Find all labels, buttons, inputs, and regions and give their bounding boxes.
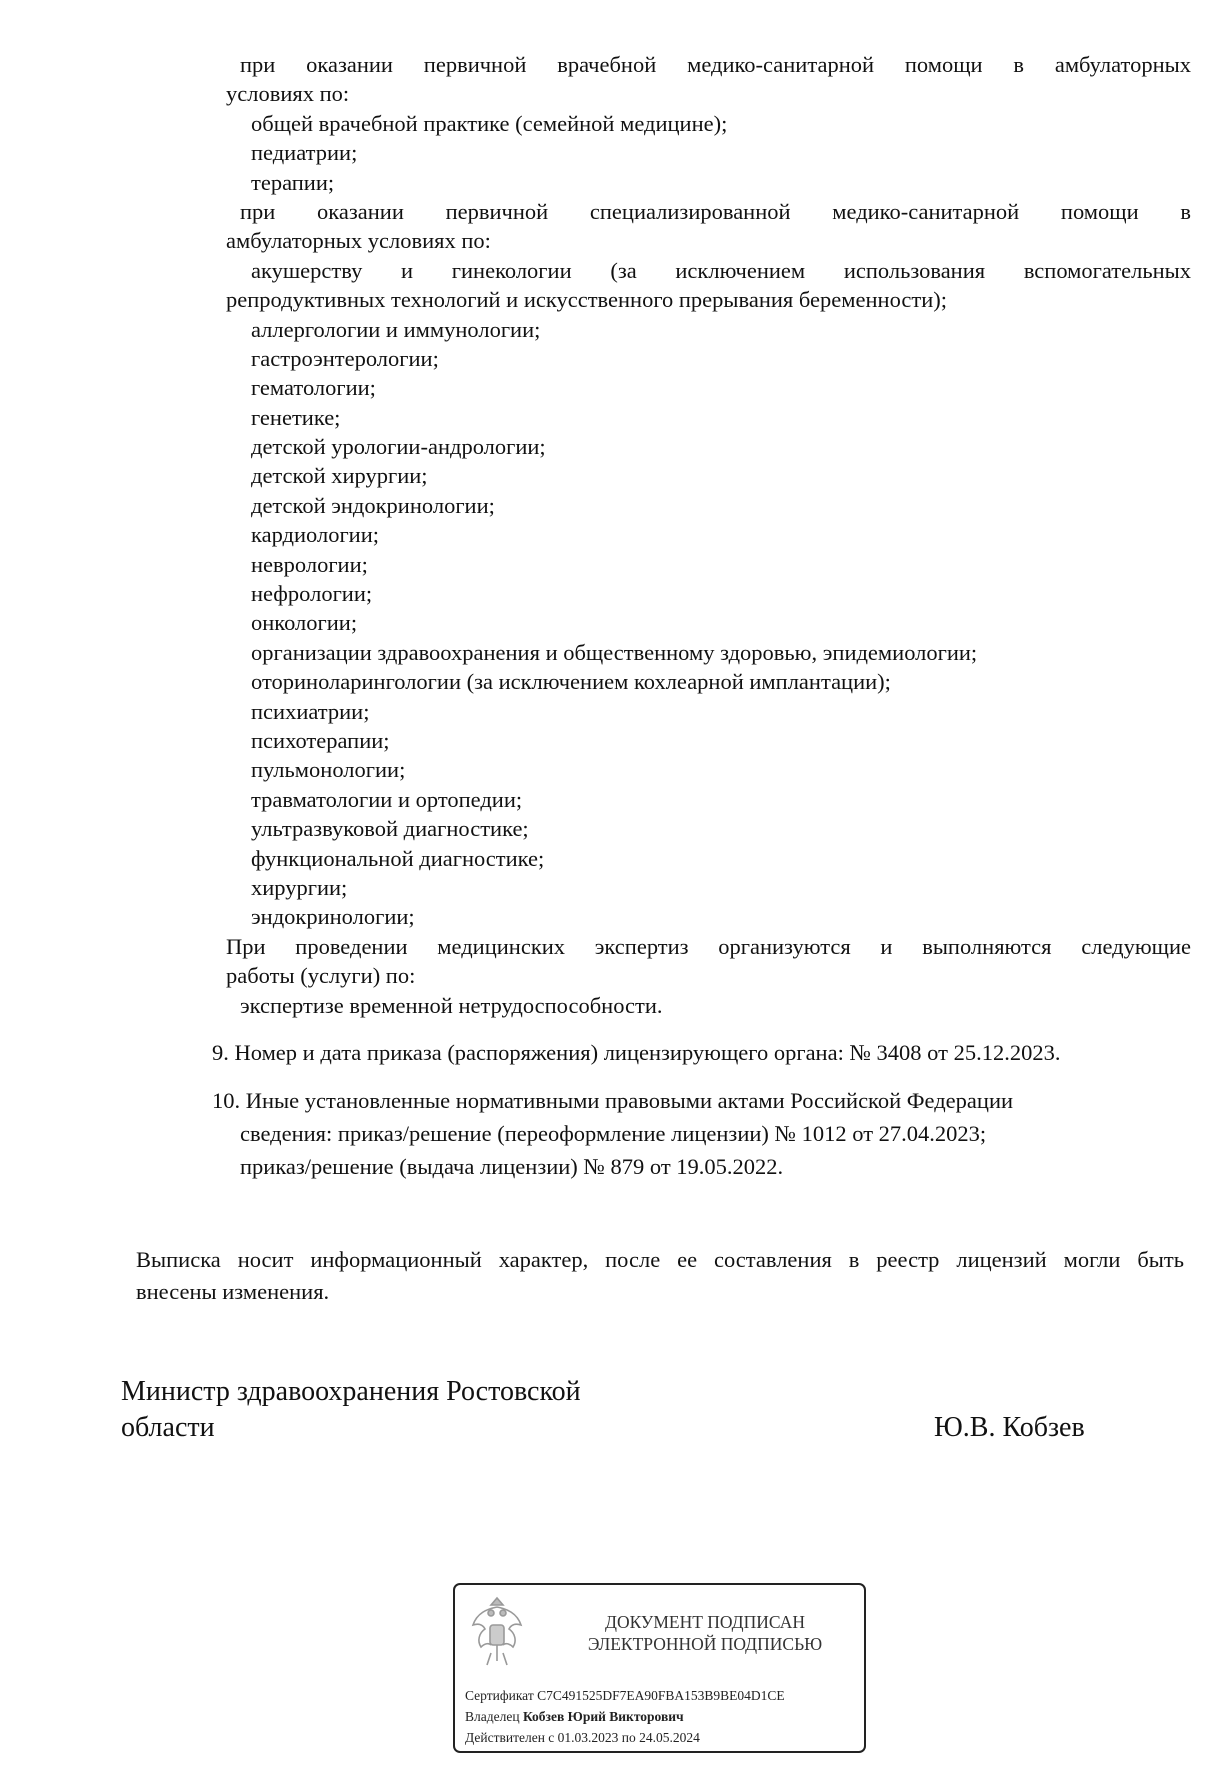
body-line: экспертизе временной нетрудоспособности. [240,992,663,1018]
license-activities-list [226,50,1191,1020]
body-line: генетике; [251,404,341,430]
item-9-text: 9. Номер и дата приказа (распоряжения) лицензирующего органа: № 3408 от 25.12.2023. [212,1040,1061,1065]
body-line: неврологии; [251,551,368,577]
owner-label: Владелец [465,1709,520,1724]
body-line: организации здравоохранения и общественному здоровью, эпидемиологии; [251,639,978,665]
body-line: психотерапии; [251,727,390,753]
note-line: внесены изменения. [136,1279,330,1304]
owner-value: Кобзев Юрий Викторович [522,1709,684,1724]
body-line: педиатрии; [251,140,358,166]
body-line: нефрологии; [251,581,373,607]
owner-line [465,1706,785,1727]
item-9 [212,1036,1060,1069]
coat-of-arms-icon [469,1595,525,1671]
body-line: гастроэнтерологии; [251,345,439,371]
certificate-value: C7C491525DF7EA90FBA153B9BE04D1CE [537,1688,785,1703]
body-line: кардиологии; [251,522,380,548]
body-line: психиатрии; [251,698,370,724]
body-line: при оказании первичной специализированной медико-санитарной помощи в [240,198,1191,224]
item-10-line: 10. Иные установленные нормативными правовыми актами Российской Федерации [212,1088,1014,1113]
body-line: онкологии; [251,610,358,636]
body-line: амбулаторных условиях по: [226,228,491,254]
certificate-line [465,1685,785,1706]
body-line: общей врачебной практике (семейной медицине); [251,110,728,136]
stamp-title-line: ЭЛЕКТРОННОЙ ПОДПИСЬЮ [587,1634,823,1654]
electronic-signature-stamp [453,1583,866,1753]
item-10-line: сведения: приказ/решение (переоформление лицензии) № 1012 от 27.04.2023; [240,1121,987,1146]
body-line: при оказании первичной врачебной медико-санитарной помощи в амбулаторных [240,52,1191,77]
stamp-title-line: ДОКУМЕНТ ПОДПИСАН [605,1612,805,1632]
body-line: При проведении медицинских экспертиз организуются и выполняются следующие [226,933,1191,959]
signer-name: Ю.В. Кобзев [934,1412,1085,1443]
position-line: области [121,1412,215,1443]
body-line: терапии; [251,169,335,195]
stamp-details [465,1685,785,1748]
position-line: Министр здравоохранения Ростовской [121,1376,581,1407]
body-line: акушерству и гинекологии (за исключением использования вспомогательных [251,257,1191,283]
body-line: функциональной диагностике; [251,845,545,871]
body-line: детской эндокринологии; [251,492,495,518]
body-line: работы (услуги) по: [226,963,416,989]
stamp-title [555,1611,855,1655]
item-10-line: приказ/решение (выдача лицензии) № 879 от 19.05.2022. [240,1154,784,1179]
body-line: детской хирургии; [251,463,428,489]
body-line: пульмонологии; [251,757,406,783]
body-line: травматологии и ортопедии; [251,786,523,812]
body-line: ультразвуковой диагностике; [251,816,529,842]
body-line: оториноларингологии (за исключением кохлеарной имплантации); [251,669,891,695]
signer-position [121,1374,581,1446]
note-line: Выписка носит информационный характер, после ее составления в реестр лицензий могли быть [136,1247,1184,1272]
item-10 [212,1084,1013,1183]
body-line: детской урологии-андрологии; [251,434,546,460]
certificate-label: Сертификат [465,1688,534,1703]
validity-line: Действителен с 01.03.2023 по 24.05.2024 [465,1730,700,1745]
body-line: репродуктивных технологий и искусственного прерывания беременности); [226,287,947,313]
body-line: аллергологии и иммунологии; [251,316,541,342]
body-line: эндокринологии; [251,904,415,930]
body-line: хирургии; [251,874,348,900]
disclaimer-note [136,1244,1184,1308]
body-line: гематологии; [251,375,376,401]
body-line: условиях по: [226,81,350,107]
